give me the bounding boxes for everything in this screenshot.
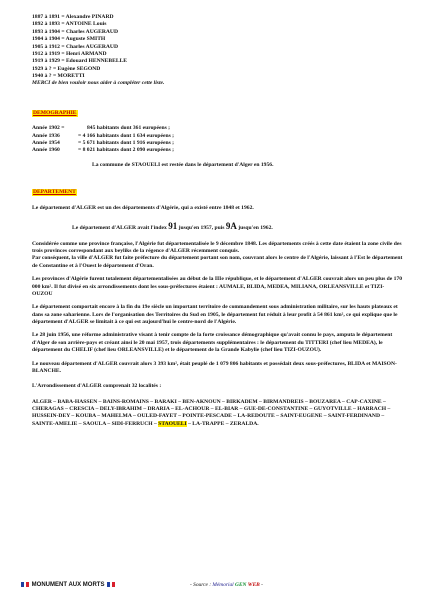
- footer: [20, 582, 404, 592]
- arrondissement-title: [32, 383, 404, 390]
- source-label: - Source :: [190, 582, 212, 588]
- localites-list: [32, 399, 404, 429]
- index-text-b: jusqu'en 1957, puis: [178, 224, 225, 231]
- demographie-note: La commune de STAOUELI est restée dans le département d'Alger en 1956.: [92, 161, 274, 168]
- demo-text: = 5 671 habitants dont 1 916 européens ;: [78, 139, 175, 146]
- demographie-row: [32, 147, 404, 154]
- demographie-row: [32, 125, 404, 132]
- mayor-item: 1893 à 1904 = Charles AUGERAUD: [32, 28, 119, 35]
- source-name: Mémorial: [212, 582, 234, 588]
- departement-paragraph: Le nouveau département d'ALGER couvrait alors 3 393 km², était peuplé de 1 079 806 habitants et possédait deux sous-préfectures, BLIDA et MAISON-BLANCHE.: [32, 360, 397, 374]
- departement-paragraph: Considérée comme une province française, l'Algérie fut départementalisée le 9 décembre 1848. Les départements créés à cette date étaient la zone civile des trois provinces correspondant aux beyliks de la régence d'ALGER récemment conquis.: [32, 240, 402, 254]
- monument-link[interactable]: [20, 582, 116, 588]
- source-gen: GEN: [235, 582, 247, 588]
- arrondissement-count: comprenait 32 localités :: [103, 383, 162, 390]
- demographie-heading: DEMOGRAPHIE: [33, 109, 77, 116]
- index-text-a: Le département d'ALGER avait l'index: [72, 224, 167, 231]
- departement-heading: DEPARTEMENT: [33, 189, 76, 195]
- french-flag-icon: [21, 582, 29, 587]
- demo-year: Année 1902 =: [32, 125, 65, 132]
- demo-text: = 8 021 habitants dont 2 090 européens ;: [78, 147, 175, 154]
- index-91: 91: [168, 220, 178, 231]
- mayor-item: 1940 à ? = MORETTI: [32, 73, 85, 79]
- arrondissement-label: L'Arrondissement d'ALGER: [32, 383, 102, 390]
- source-end: -: [261, 582, 263, 588]
- mayor-item: 1912 à 1919 = Henri ARMAND: [32, 50, 107, 57]
- mayor-item: 1892 à 1893 = ANTOINE Louis: [32, 21, 107, 28]
- demo-year: Année 1936: [32, 132, 60, 139]
- monument-label: MONUMENT AUX MORTS: [31, 582, 105, 589]
- departement-paragraph: Le département comportait encore à la fin du 19e siècle un important territoire de commandement sous administration militaire, sur les hauts plateaux et dans sa zone saharienne. Lors de l'organisation des Territoires du Sud en 1905, le département fut réduit à leur profit à 54 861 km², ce qui explique que le département d'ALGER se limitait à ce qui est aujourd'hui le centre-nord de l'Algérie.: [32, 304, 398, 325]
- mayor-item: 1919 à 1929 = Edouard HENNEBELLE: [32, 58, 128, 65]
- document-body: [32, 14, 404, 428]
- mayor-list: [32, 14, 404, 80]
- departement-index: [32, 221, 404, 233]
- departement-paragraph: Le 28 juin 1956, une réforme administrative visant à tenir compte de la forte croissance démographique qu'avait connu le pays, amputa le département d'Alger de son arrière-pays et créant ainsi le 20 mai 1957, trois départements supplémentaires : le département du TITTERI (chef lieu MEDEA), le département du CHELIF (chef lieu ORLEANSVILLE) et le département de la Grande Kabylie (chef lieu TIZI-OUZOU).: [32, 332, 393, 354]
- mayor-item: 1904 à 1904 = Auguste SMITH: [32, 36, 106, 43]
- localites-text-end: – LA-TRAPPE – ZERALDA.: [188, 420, 259, 427]
- mayor-item: 1887 à 1891 = Alexandre PINARD: [32, 14, 114, 20]
- help-note: MERCI de bien vouloir nous aider à compléter cette liste.: [32, 80, 165, 87]
- demographie-row: [32, 133, 404, 140]
- index-text-c: jusqu'en 1962.: [238, 224, 273, 231]
- departement-paragraph: Les provinces d'Algérie furent totalement départementalisées au début de la IIIe république, et le département d'ALGER couvrait alors un peu plus de 170 000 km². Il fut divisé en six arrondissements dont les sous-préfectures étaient : AUMALE, BLIDA, MEDEA, MILIANA, ORLEANSVILLE et TIZI-OUZOU: [32, 276, 403, 297]
- mayor-item: 1929 à ? = Eugène SEGOND: [32, 65, 101, 72]
- demo-text: 845 habitants dont 361 européens ;: [87, 125, 171, 132]
- demo-year: Année 1960: [32, 147, 60, 154]
- index-9a: 9A: [225, 220, 237, 231]
- mayor-item: 1905 à 1912 = Charles AUGERAUD: [32, 43, 119, 50]
- demo-year: Année 1954: [32, 139, 60, 146]
- source-web: WEB: [247, 582, 260, 588]
- departement-paragraph: Par conséquent, la ville d'ALGER fut faite préfecture du département portant son nom, couvrant alors le centre de l'Algérie, laissant à l'Est le département de Constantine et à l'Ouest le département d'Oran.: [32, 255, 403, 269]
- departement-intro: Le département d'ALGER est un des départements d'Algérie, qui a existé entre 1848 et 1962.: [32, 205, 254, 212]
- french-flag-icon: [107, 582, 115, 587]
- demo-text: = 4 166 habitants dont 1 634 européens ;: [78, 132, 175, 139]
- localite-staoueli: STAOUELI: [158, 420, 187, 427]
- localites-text: ALGER – BABA-HASSEN – BAINS-ROMAINS – BARAKI – BEN-AKNOUN – BIRKADEM – BIRMANDREIS – BOUZAREA – CAP-CAXINE – CHERAGAS – CRESCIA – DELY-IBRAHIM – DRARIA – EL-ACHOUR – EL-BIAR – GUE-DE-CONSTANTINE – GUYOTVILLE – HARRACH – HUSSEIN-DEY – KOUBA – MAHELMA – OULED-FAYET – POINTE-PESCADE – LA-REDOUTE – SAINT-EUGENE – SAINT-FERDINAND – SAINTE-AMELIE – SAOULA – SIDI-FERRUCH –: [32, 398, 391, 427]
- source-credit: [190, 582, 263, 588]
- demographie-row: [32, 140, 404, 147]
